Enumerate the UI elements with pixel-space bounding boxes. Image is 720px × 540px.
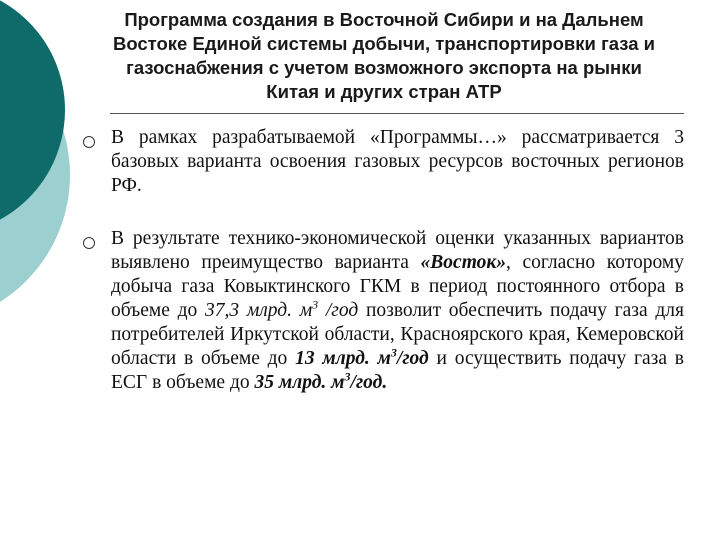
volume-35 [254, 369, 388, 393]
volume-37-3-unit: /год [318, 300, 359, 321]
bullet-circle-icon [83, 136, 95, 148]
paragraph-2-text-c: позволит обеспечить подачу газа для потребителей Иркутской области, Красноярского края, Кемеровской области в объеме до [111, 300, 684, 369]
volume-13-exponent: 3 [390, 345, 397, 360]
volume-37-3-value: 37,3 млрд. м [205, 300, 313, 321]
bullet-circle-icon [83, 237, 95, 249]
volume-35-value: 35 млрд. м [254, 372, 345, 393]
volume-35-exponent: 3 [344, 369, 351, 384]
title-divider [110, 113, 684, 114]
paragraph-2-text-b: , согласно которому добыча газа Ковыктинского ГКМ в период постоянного отбора в объеме до [111, 252, 684, 321]
volume-13 [295, 345, 429, 369]
bullet-paragraph-2 [111, 227, 684, 395]
variant-vostok: «Восток» [420, 252, 506, 273]
volume-37-3 [205, 297, 359, 321]
bullet-paragraph-1 [111, 126, 684, 198]
volume-13-unit: /год [396, 348, 429, 369]
paragraph-2-text-a: В результате технико-экономической оценки указанных вариантов выявлено преимущество варианта [111, 228, 684, 273]
volume-35-unit: /год. [350, 372, 388, 393]
paragraph-2-text-d: и осуществить подачу газа в ЕСГ в объеме до [111, 348, 685, 393]
volume-13-value: 13 млрд. м [295, 348, 391, 369]
slide-title: Программа создания в Восточной Сибири и на Дальнем Востоке Единой системы добычи, транспортировки газа и газоснабжения с учетом возможного экспорта на рынки Китая и других стран АТР [112, 9, 656, 102]
volume-37-3-exponent: 3 [312, 297, 319, 312]
paragraph-1-text: В рамках разрабатываемой «Программы…» рассматривается 3 базовых варианта освоения газовых ресурсов восточных регионов РФ. [111, 127, 684, 196]
